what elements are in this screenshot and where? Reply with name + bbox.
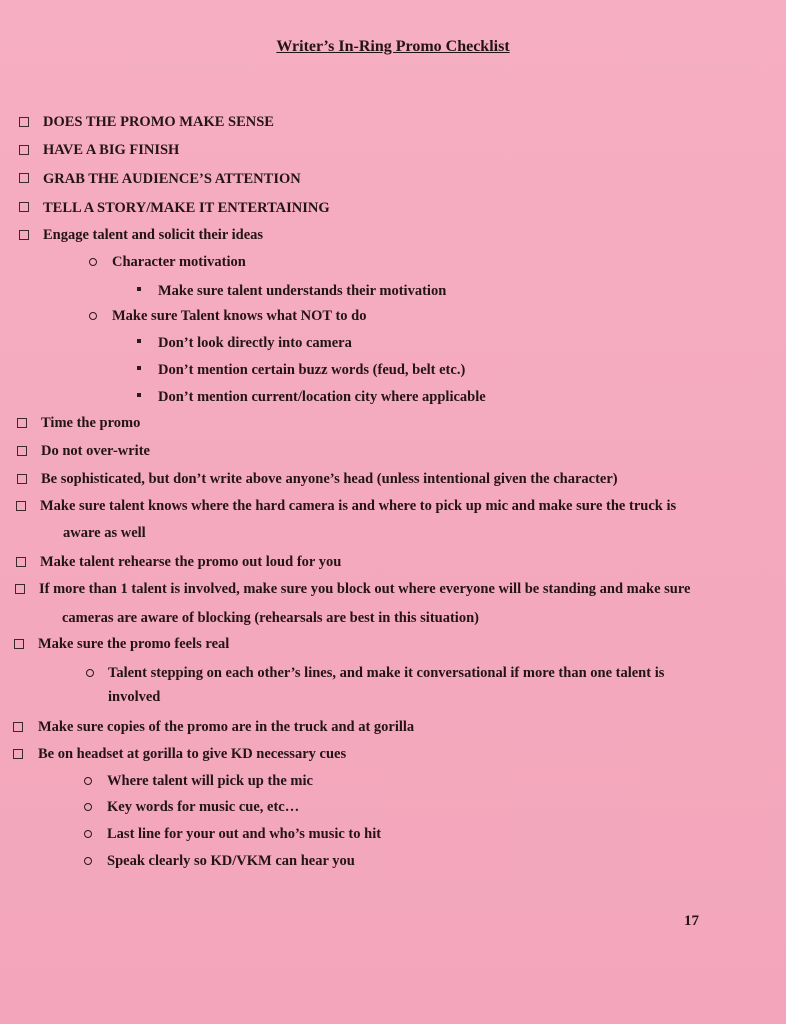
checklist-item: Do not over-write <box>41 443 150 459</box>
checkbox-icon <box>13 749 23 759</box>
checkbox-icon <box>13 722 23 732</box>
checklist-item: If more than 1 talent is involved, make sure you block out where everyone will be standing and make sure <box>39 581 691 597</box>
circle-bullet-icon <box>84 857 92 865</box>
sub-item: Character motivation <box>112 254 246 270</box>
checklist-item: HAVE A BIG FINISH <box>43 142 180 158</box>
square-bullet-icon <box>137 393 141 397</box>
checklist-item: Be on headset at gorilla to give KD necessary cues <box>38 746 347 762</box>
sub-item: Last line for your out and who’s music to hit <box>107 826 382 842</box>
checkbox-icon <box>14 639 24 649</box>
sub-sub-item: Don’t mention certain buzz words (feud, belt etc.) <box>158 362 466 378</box>
sub-sub-item: Don’t mention current/location city where applicable <box>158 389 486 405</box>
checklist-item: Engage talent and solicit their ideas <box>43 227 264 243</box>
sub-item: Where talent will pick up the mic <box>107 773 313 789</box>
sub-item: Key words for music cue, etc… <box>107 799 300 815</box>
circle-bullet-icon <box>86 669 94 677</box>
checkbox-icon <box>19 202 29 212</box>
circle-bullet-icon <box>89 258 97 266</box>
square-bullet-icon <box>137 339 141 343</box>
circle-bullet-icon <box>84 830 92 838</box>
sub-sub-item: Make sure talent understands their motivation <box>158 283 447 299</box>
checklist-item: GRAB THE AUDIENCE’S ATTENTION <box>43 171 301 187</box>
checklist-item: Make sure copies of the promo are in the truck and at gorilla <box>38 719 415 735</box>
square-bullet-icon <box>137 287 141 291</box>
sub-item: Make sure Talent knows what NOT to do <box>112 308 367 324</box>
checkbox-icon <box>19 145 29 155</box>
checklist-item: Make sure the promo feels real <box>38 636 230 652</box>
checklist-item: Time the promo <box>41 415 141 431</box>
circle-bullet-icon <box>84 803 92 811</box>
sub-item-continuation: involved <box>108 689 161 705</box>
checkbox-icon <box>17 418 27 428</box>
checklist-item-continuation: cameras are aware of blocking (rehearsals are best in this situation) <box>62 610 479 626</box>
checklist-item: Make sure talent knows where the hard camera is and where to pick up mic and make sure the truck is <box>40 498 677 514</box>
circle-bullet-icon <box>84 777 92 785</box>
page-title: Writer’s In-Ring Promo Checklist <box>276 38 510 55</box>
sub-item: Talent stepping on each other’s lines, and make it conversational if more than one talent is <box>108 665 665 681</box>
circle-bullet-icon <box>89 312 97 320</box>
checklist-item: DOES THE PROMO MAKE SENSE <box>43 114 274 130</box>
checklist-item: TELL A STORY/MAKE IT ENTERTAINING <box>43 200 330 216</box>
checkbox-icon <box>19 173 29 183</box>
page-number: 17 <box>684 913 699 929</box>
checklist-item-continuation: aware as well <box>63 525 146 541</box>
checkbox-icon <box>16 501 26 511</box>
checkbox-icon <box>17 474 27 484</box>
checkbox-icon <box>19 117 29 127</box>
checklist-item: Make talent rehearse the promo out loud for you <box>40 554 342 570</box>
sub-item: Speak clearly so KD/VKM can hear you <box>107 853 355 869</box>
checkbox-icon <box>17 446 27 456</box>
checkbox-icon <box>16 557 26 567</box>
square-bullet-icon <box>137 366 141 370</box>
checkbox-icon <box>15 584 25 594</box>
sub-sub-item: Don’t look directly into camera <box>158 335 352 351</box>
checklist-item: Be sophisticated, but don’t write above anyone’s head (unless intentional given the character) <box>41 471 618 487</box>
checkbox-icon <box>19 230 29 240</box>
